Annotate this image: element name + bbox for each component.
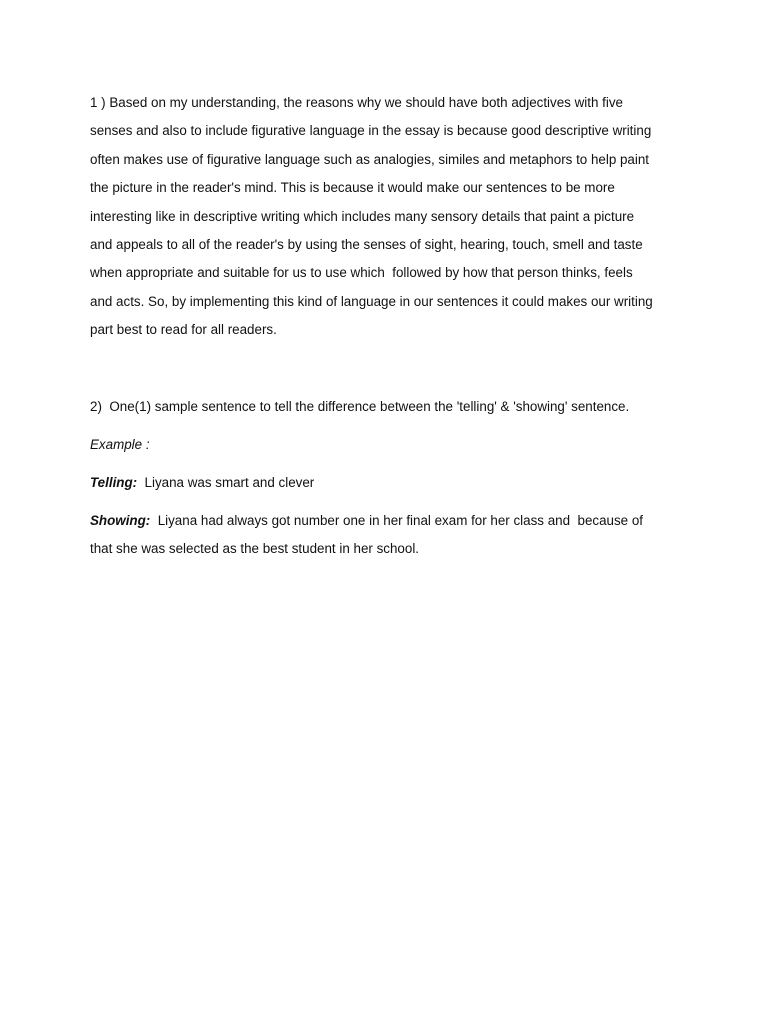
answer-1-line: often makes use of figurative language such as analogies, similes and metaphors to help paint — [90, 151, 650, 167]
telling-label: Telling: — [90, 475, 138, 490]
telling-text: Liyana was smart and clever — [137, 475, 315, 490]
question-2-heading: 2) One(1) sample sentence to tell the difference between the 'telling' & 'showing' sentence. — [90, 399, 630, 414]
answer-1-line: part best to read for all readers. — [90, 322, 277, 338]
answer-1-paragraph — [90, 89, 690, 345]
answer-1-line: when appropriate and suitable for us to use which followed by how that person thinks, feels — [90, 265, 633, 281]
answer-1-line: and acts. So, by implementing this kind of language in our sentences it could makes our writing — [90, 293, 653, 309]
showing-sentence — [90, 507, 690, 564]
answer-1-line: senses and also to include figurative language in the essay is because good descriptive writing — [90, 123, 652, 139]
answer-1-line: the picture in the reader's mind. This is because it would make our sentences to be more — [90, 180, 615, 196]
showing-label: Showing: — [90, 513, 151, 528]
answer-1-line: and appeals to all of the reader's by using the senses of sight, hearing, touch, smell and taste — [90, 237, 643, 253]
showing-text: Liyana had always got number one in her final exam for her class and because of — [150, 513, 644, 528]
telling-sentence — [90, 469, 314, 497]
answer-1-line: interesting like in descriptive writing which includes many sensory details that paint a picture — [90, 208, 635, 224]
answer-1-line: 1 ) Based on my understanding, the reasons why we should have both adjectives with five — [90, 95, 623, 110]
showing-line — [90, 507, 690, 535]
example-label: Example : — [90, 437, 150, 452]
showing-line: that she was selected as the best student in her school. — [90, 541, 420, 557]
